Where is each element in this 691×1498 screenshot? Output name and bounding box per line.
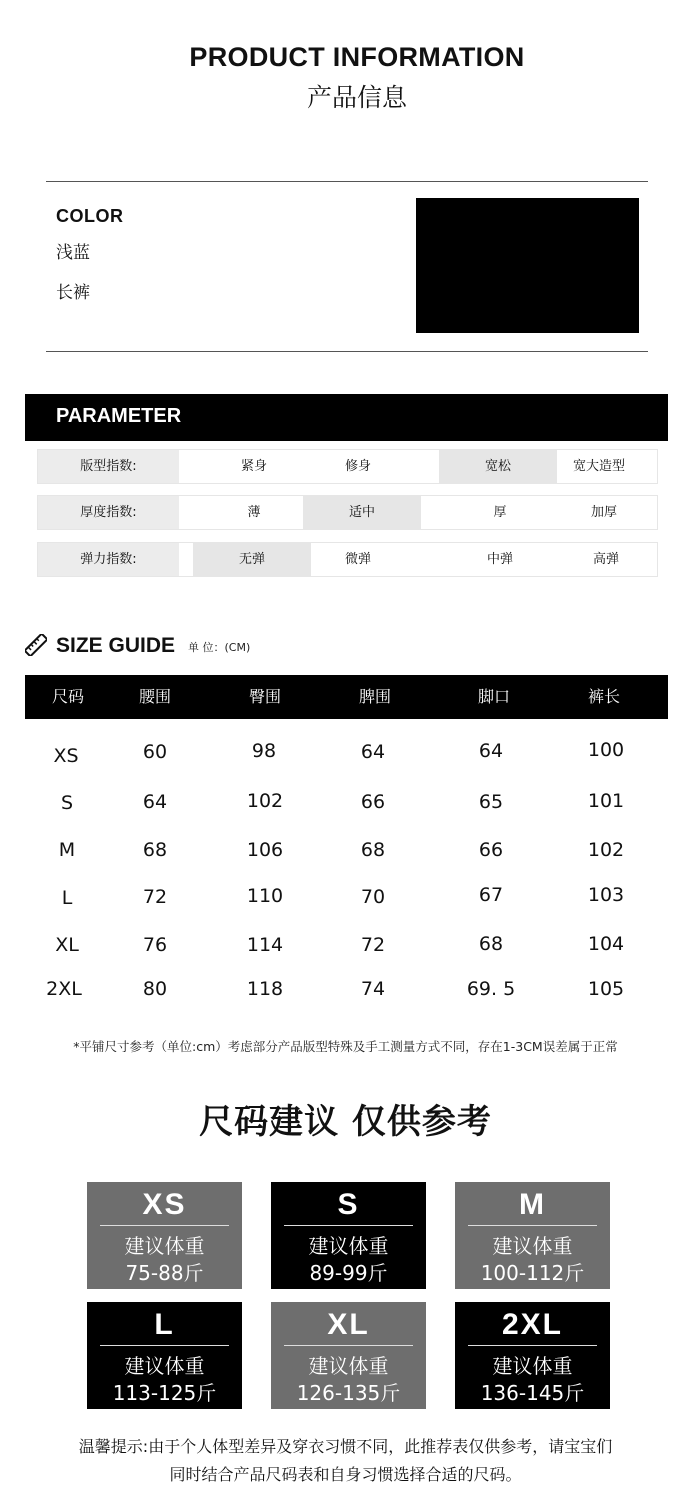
card-weight: 126-135斤 bbox=[296, 1381, 401, 1405]
advice-title: 尺码建议 仅供参考 bbox=[199, 1102, 492, 1142]
size-cell: 65 bbox=[478, 791, 504, 813]
card-size: M bbox=[519, 1188, 546, 1221]
parameter-title: PARAMETER bbox=[56, 405, 182, 427]
size-cell: 72 bbox=[360, 934, 386, 956]
size-guide-title: SIZE GUIDE bbox=[56, 634, 176, 657]
size-col-header: 臀围 bbox=[248, 687, 281, 706]
param-option: 修身 bbox=[344, 459, 371, 474]
size-cell: M bbox=[58, 839, 76, 861]
card-label: 建议体重 bbox=[492, 1354, 573, 1378]
card-label: 建议体重 bbox=[308, 1234, 389, 1258]
card-size: L bbox=[154, 1308, 175, 1341]
param-option: 紧身 bbox=[240, 459, 267, 474]
size-cell: 68 bbox=[478, 933, 504, 955]
size-cell: 98 bbox=[251, 740, 277, 762]
tip-line-2: 同时结合产品尺码表和自身习惯选择合适的尺码。 bbox=[169, 1465, 522, 1484]
param-row-thickness bbox=[37, 495, 658, 530]
size-col-header: 尺码 bbox=[51, 687, 84, 706]
size-cell: 103 bbox=[587, 884, 625, 906]
size-col-header: 裤长 bbox=[587, 687, 620, 706]
size-col-header: 脚口 bbox=[477, 687, 510, 706]
size-note: *平铺尺寸参考（单位:cm）考虑部分产品版型特殊及手工测量方式不同，存在1-3CM误差属于正常 bbox=[73, 1039, 618, 1054]
card-weight: 100-112斤 bbox=[480, 1261, 585, 1285]
card-divider bbox=[100, 1345, 229, 1346]
size-cell: 100 bbox=[587, 739, 625, 761]
param-label: 厚度指数: bbox=[38, 496, 179, 529]
divider-top bbox=[46, 181, 648, 182]
card-label: 建议体重 bbox=[492, 1234, 573, 1258]
card-size: XS bbox=[142, 1188, 187, 1221]
size-card-m bbox=[455, 1182, 610, 1289]
card-size: 2XL bbox=[501, 1308, 564, 1341]
size-cell: 70 bbox=[360, 886, 386, 908]
size-card-s bbox=[271, 1182, 426, 1289]
param-label: 版型指数: bbox=[38, 450, 179, 483]
card-size: XL bbox=[327, 1308, 370, 1341]
size-card-xs bbox=[87, 1182, 242, 1289]
size-guide-unit: 单 位：(CM) bbox=[188, 641, 251, 654]
card-size: S bbox=[337, 1188, 360, 1221]
param-option-selected: 适中 bbox=[303, 496, 421, 529]
size-cell: L bbox=[61, 887, 73, 909]
size-cell: 67 bbox=[478, 884, 504, 906]
color-name: 浅蓝 bbox=[56, 243, 90, 263]
size-cell: 66 bbox=[478, 839, 504, 861]
size-cell: 68 bbox=[360, 839, 386, 861]
size-cell: 106 bbox=[246, 839, 284, 861]
color-swatch[interactable] bbox=[416, 198, 639, 333]
param-label: 弹力指数: bbox=[38, 543, 179, 576]
size-cell: 80 bbox=[142, 978, 168, 1000]
card-weight: 136-145斤 bbox=[480, 1381, 585, 1405]
size-cell: 64 bbox=[360, 741, 386, 763]
size-cell: 118 bbox=[246, 978, 284, 1000]
size-cell: 66 bbox=[360, 791, 386, 813]
param-row-elasticity bbox=[37, 542, 658, 577]
size-card-l bbox=[87, 1302, 242, 1409]
param-option: 薄 bbox=[247, 505, 261, 520]
size-cell: 2XL bbox=[46, 978, 82, 1000]
param-option: 中弹 bbox=[486, 552, 513, 567]
param-option: 加厚 bbox=[590, 505, 617, 520]
size-col-header: 腰围 bbox=[138, 687, 171, 706]
size-cell: 104 bbox=[587, 933, 625, 955]
size-cell: 64 bbox=[142, 791, 168, 813]
divider-bottom bbox=[46, 351, 648, 352]
size-cell: 102 bbox=[246, 790, 284, 812]
param-option: 高弹 bbox=[592, 552, 619, 567]
size-cell: XL bbox=[55, 934, 79, 956]
size-cell: 74 bbox=[360, 978, 386, 1000]
size-cell: XS bbox=[53, 745, 79, 767]
size-cell: 102 bbox=[587, 839, 625, 861]
size-card-xl bbox=[271, 1302, 426, 1409]
size-cell: 72 bbox=[142, 886, 168, 908]
size-col-header: 脾围 bbox=[358, 687, 391, 706]
card-divider bbox=[100, 1225, 229, 1226]
param-row-fit bbox=[37, 449, 658, 484]
page-title-cn: 产品信息 bbox=[306, 83, 407, 112]
size-cell: 114 bbox=[246, 934, 284, 956]
size-cell: 105 bbox=[587, 978, 625, 1000]
color-heading: COLOR bbox=[56, 206, 124, 226]
product-type: 长裤 bbox=[56, 283, 90, 303]
size-cell: 60 bbox=[142, 741, 168, 763]
card-divider bbox=[468, 1345, 597, 1346]
param-option-selected: 宽松 bbox=[439, 450, 557, 483]
ruler-icon bbox=[25, 634, 47, 656]
param-option-selected: 无弹 bbox=[193, 543, 311, 576]
card-label: 建议体重 bbox=[124, 1354, 205, 1378]
card-weight: 75-88斤 bbox=[125, 1261, 204, 1285]
card-divider bbox=[284, 1345, 413, 1346]
card-divider bbox=[468, 1225, 597, 1226]
size-card-2xl bbox=[455, 1302, 610, 1409]
param-option: 厚 bbox=[493, 505, 507, 520]
card-weight: 113-125斤 bbox=[112, 1381, 217, 1405]
size-cell: 69. 5 bbox=[466, 978, 516, 1000]
card-weight: 89-99斤 bbox=[309, 1261, 388, 1285]
tip-line-1: 温馨提示:由于个人体型差异及穿衣习惯不同，此推荐表仅供参考，请宝宝们 bbox=[78, 1437, 613, 1456]
size-cell: 76 bbox=[142, 934, 168, 956]
size-cell: 110 bbox=[246, 885, 284, 907]
size-cell: S bbox=[60, 792, 74, 814]
card-label: 建议体重 bbox=[308, 1354, 389, 1378]
card-label: 建议体重 bbox=[124, 1234, 205, 1258]
size-cell: 68 bbox=[142, 839, 168, 861]
size-cell: 101 bbox=[587, 790, 625, 812]
page-title-en: PRODUCT INFORMATION bbox=[189, 42, 525, 72]
param-option: 微弹 bbox=[344, 552, 371, 567]
param-option: 宽大造型 bbox=[572, 459, 625, 474]
size-cell: 64 bbox=[478, 740, 504, 762]
card-divider bbox=[284, 1225, 413, 1226]
